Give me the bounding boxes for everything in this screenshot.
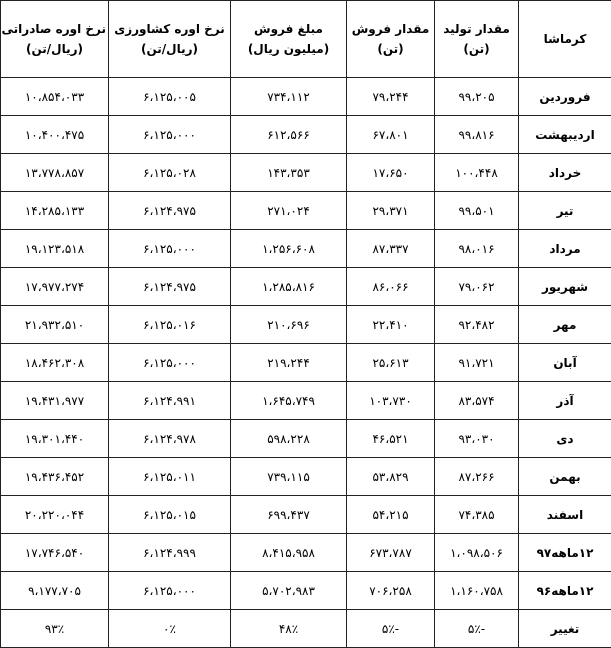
table-cell: ۷۴،۳۸۵ bbox=[435, 496, 519, 534]
table-cell: ۸۶،۰۶۶ bbox=[347, 268, 435, 306]
table-cell: ۶،۱۲۵،۰۰۵ bbox=[109, 78, 231, 116]
table-cell: ۴۸٪ bbox=[231, 610, 347, 648]
table-cell: ۶،۱۲۵،۰۱۱ bbox=[109, 458, 231, 496]
table-cell: ۶،۱۲۵،۰۱۶ bbox=[109, 306, 231, 344]
table-cell: ۶۷،۸۰۱ bbox=[347, 116, 435, 154]
table-cell: ۱۹،۳۰۱،۴۴۰ bbox=[1, 420, 109, 458]
header-line2: (میلیون ریال) bbox=[233, 39, 344, 59]
table-cell: ۶،۱۲۵،۰۰۰ bbox=[109, 344, 231, 382]
table-cell: ۱۴،۲۸۵،۱۳۳ bbox=[1, 192, 109, 230]
header-production bbox=[435, 1, 519, 78]
table-cell: ۸۷،۳۳۷ bbox=[347, 230, 435, 268]
row-label: اردیبهشت bbox=[519, 116, 611, 154]
table-cell: ۱،۶۴۵،۷۴۹ bbox=[231, 382, 347, 420]
table-cell: ۲۱۰،۶۹۶ bbox=[231, 306, 347, 344]
table-cell: ۱،۲۸۵،۸۱۶ bbox=[231, 268, 347, 306]
table-cell: ۸۳،۵۷۴ bbox=[435, 382, 519, 420]
table-cell: ۶،۱۲۵،۰۰۰ bbox=[109, 116, 231, 154]
table-cell: ۹۳٪ bbox=[1, 610, 109, 648]
header-line1: کرماشا bbox=[521, 29, 609, 49]
row-label: ۱۲ماهه۹۷ bbox=[519, 534, 611, 572]
header-line2: (تن) bbox=[437, 39, 516, 59]
header-sales-amount bbox=[231, 1, 347, 78]
table-row bbox=[1, 572, 611, 610]
table-cell: ۱۹،۴۳۱،۹۷۷ bbox=[1, 382, 109, 420]
table-cell: ۸۷،۲۶۶ bbox=[435, 458, 519, 496]
table-cell: ۹۹،۲۰۵ bbox=[435, 78, 519, 116]
table-cell: ۱۷،۹۷۷،۲۷۴ bbox=[1, 268, 109, 306]
header-row bbox=[1, 1, 611, 78]
row-label: فروردین bbox=[519, 78, 611, 116]
table-cell: ۵۴،۲۱۵ bbox=[347, 496, 435, 534]
table-cell: ۶۹۹،۴۳۷ bbox=[231, 496, 347, 534]
row-label: بهمن bbox=[519, 458, 611, 496]
table-cell: ۲۵،۶۱۳ bbox=[347, 344, 435, 382]
table-cell: ۶،۱۲۵،۰۱۵ bbox=[109, 496, 231, 534]
row-label: تیر bbox=[519, 192, 611, 230]
table-body bbox=[1, 78, 611, 648]
table-cell: ۶،۱۲۴،۹۷۵ bbox=[109, 192, 231, 230]
row-label: خرداد bbox=[519, 154, 611, 192]
table-cell: ۲۱۹،۲۴۴ bbox=[231, 344, 347, 382]
table-cell: ۷۹،۲۴۴ bbox=[347, 78, 435, 116]
header-line2: (تن) bbox=[349, 39, 432, 59]
header-line1: نرخ اوره صادراتی bbox=[3, 19, 106, 39]
table-cell: ۲۹،۳۷۱ bbox=[347, 192, 435, 230]
row-label: مهر bbox=[519, 306, 611, 344]
header-kermanshah bbox=[519, 1, 611, 78]
table-cell: ۲۷۱،۰۲۴ bbox=[231, 192, 347, 230]
table-cell: ۲۰،۲۲۰،۰۴۴ bbox=[1, 496, 109, 534]
row-label: مرداد bbox=[519, 230, 611, 268]
table-row bbox=[1, 420, 611, 458]
table-cell: ۷۳۹،۱۱۵ bbox=[231, 458, 347, 496]
table-cell: ۸،۴۱۵،۹۵۸ bbox=[231, 534, 347, 572]
table-row bbox=[1, 344, 611, 382]
table-cell: ۷۳۴،۱۱۲ bbox=[231, 78, 347, 116]
table-cell: -۵٪ bbox=[435, 610, 519, 648]
table-row bbox=[1, 154, 611, 192]
table-row bbox=[1, 458, 611, 496]
header-agri-urea-rate bbox=[109, 1, 231, 78]
header-sales-quantity bbox=[347, 1, 435, 78]
header-line1: نرخ اوره کشاورزی bbox=[111, 19, 228, 39]
table-cell: -۵٪ bbox=[347, 610, 435, 648]
table-row bbox=[1, 382, 611, 420]
header-line1: مقدار تولید bbox=[437, 19, 516, 39]
table-cell: ۲۲،۴۱۰ bbox=[347, 306, 435, 344]
table-cell: ۱،۲۵۶،۶۰۸ bbox=[231, 230, 347, 268]
table-row bbox=[1, 78, 611, 116]
table-row bbox=[1, 306, 611, 344]
table-cell: ۶،۱۲۵،۰۰۰ bbox=[109, 572, 231, 610]
table-row bbox=[1, 192, 611, 230]
header-line1: مقدار فروش bbox=[349, 19, 432, 39]
row-label: آذر bbox=[519, 382, 611, 420]
table-header bbox=[1, 1, 611, 78]
table-cell: ۹۱،۷۲۱ bbox=[435, 344, 519, 382]
header-export-urea-rate bbox=[1, 1, 109, 78]
table-row bbox=[1, 116, 611, 154]
table-cell: ۵،۷۰۲،۹۸۳ bbox=[231, 572, 347, 610]
table-cell: ۱۷،۶۵۰ bbox=[347, 154, 435, 192]
table-cell: ۹۹،۵۰۱ bbox=[435, 192, 519, 230]
table-cell: ۰٪ bbox=[109, 610, 231, 648]
row-label: شهریور bbox=[519, 268, 611, 306]
table-row bbox=[1, 268, 611, 306]
table-row bbox=[1, 230, 611, 268]
table-cell: ۱۹،۴۳۶،۴۵۲ bbox=[1, 458, 109, 496]
table-cell: ۱۹،۱۲۳،۵۱۸ bbox=[1, 230, 109, 268]
table-cell: ۵۳،۸۲۹ bbox=[347, 458, 435, 496]
header-line2: (ریال/تن) bbox=[3, 39, 106, 59]
table-cell: ۹،۱۷۷،۷۰۵ bbox=[1, 572, 109, 610]
table-cell: ۹۹،۸۱۶ bbox=[435, 116, 519, 154]
table-cell: ۶۷۳،۷۸۷ bbox=[347, 534, 435, 572]
table-cell: ۱۰۰،۴۴۸ bbox=[435, 154, 519, 192]
row-label: آبان bbox=[519, 344, 611, 382]
table-cell: ۹۸،۰۱۶ bbox=[435, 230, 519, 268]
table-cell: ۷۰۶،۲۵۸ bbox=[347, 572, 435, 610]
table-row bbox=[1, 610, 611, 648]
table-cell: ۶،۱۲۴،۹۷۵ bbox=[109, 268, 231, 306]
header-line1: مبلغ فروش bbox=[233, 19, 344, 39]
header-line2: (ریال/تن) bbox=[111, 39, 228, 59]
table-cell: ۶،۱۲۴،۹۷۸ bbox=[109, 420, 231, 458]
table-cell: ۶۱۲،۵۶۶ bbox=[231, 116, 347, 154]
table-cell: ۵۹۸،۲۲۸ bbox=[231, 420, 347, 458]
table-cell: ۱،۱۶۰،۷۵۸ bbox=[435, 572, 519, 610]
table-cell: ۶،۱۲۴،۹۹۹ bbox=[109, 534, 231, 572]
table-cell: ۴۶،۵۲۱ bbox=[347, 420, 435, 458]
row-label: تغییر bbox=[519, 610, 611, 648]
table-cell: ۹۳،۰۳۰ bbox=[435, 420, 519, 458]
row-label: دی bbox=[519, 420, 611, 458]
table-row bbox=[1, 534, 611, 572]
table-cell: ۱۰،۴۰۰،۴۷۵ bbox=[1, 116, 109, 154]
table-cell: ۱۴۳،۳۵۳ bbox=[231, 154, 347, 192]
table-cell: ۱۳،۷۷۸،۸۵۷ bbox=[1, 154, 109, 192]
table-cell: ۷۹،۰۶۲ bbox=[435, 268, 519, 306]
table-cell: ۶،۱۲۵،۰۲۸ bbox=[109, 154, 231, 192]
table-cell: ۲۱،۹۳۲،۵۱۰ bbox=[1, 306, 109, 344]
row-label: ۱۲ماهه۹۶ bbox=[519, 572, 611, 610]
row-label: اسفند bbox=[519, 496, 611, 534]
table-cell: ۱۸،۴۶۲،۳۰۸ bbox=[1, 344, 109, 382]
table-cell: ۹۲،۴۸۲ bbox=[435, 306, 519, 344]
table-row bbox=[1, 496, 611, 534]
table-cell: ۱۰۳،۷۳۰ bbox=[347, 382, 435, 420]
table-cell: ۱۰،۸۵۴،۰۳۳ bbox=[1, 78, 109, 116]
table-cell: ۶،۱۲۴،۹۹۱ bbox=[109, 382, 231, 420]
table-cell: ۶،۱۲۵،۰۰۰ bbox=[109, 230, 231, 268]
table-cell: ۱،۰۹۸،۵۰۶ bbox=[435, 534, 519, 572]
table-cell: ۱۷،۷۴۶،۵۴۰ bbox=[1, 534, 109, 572]
